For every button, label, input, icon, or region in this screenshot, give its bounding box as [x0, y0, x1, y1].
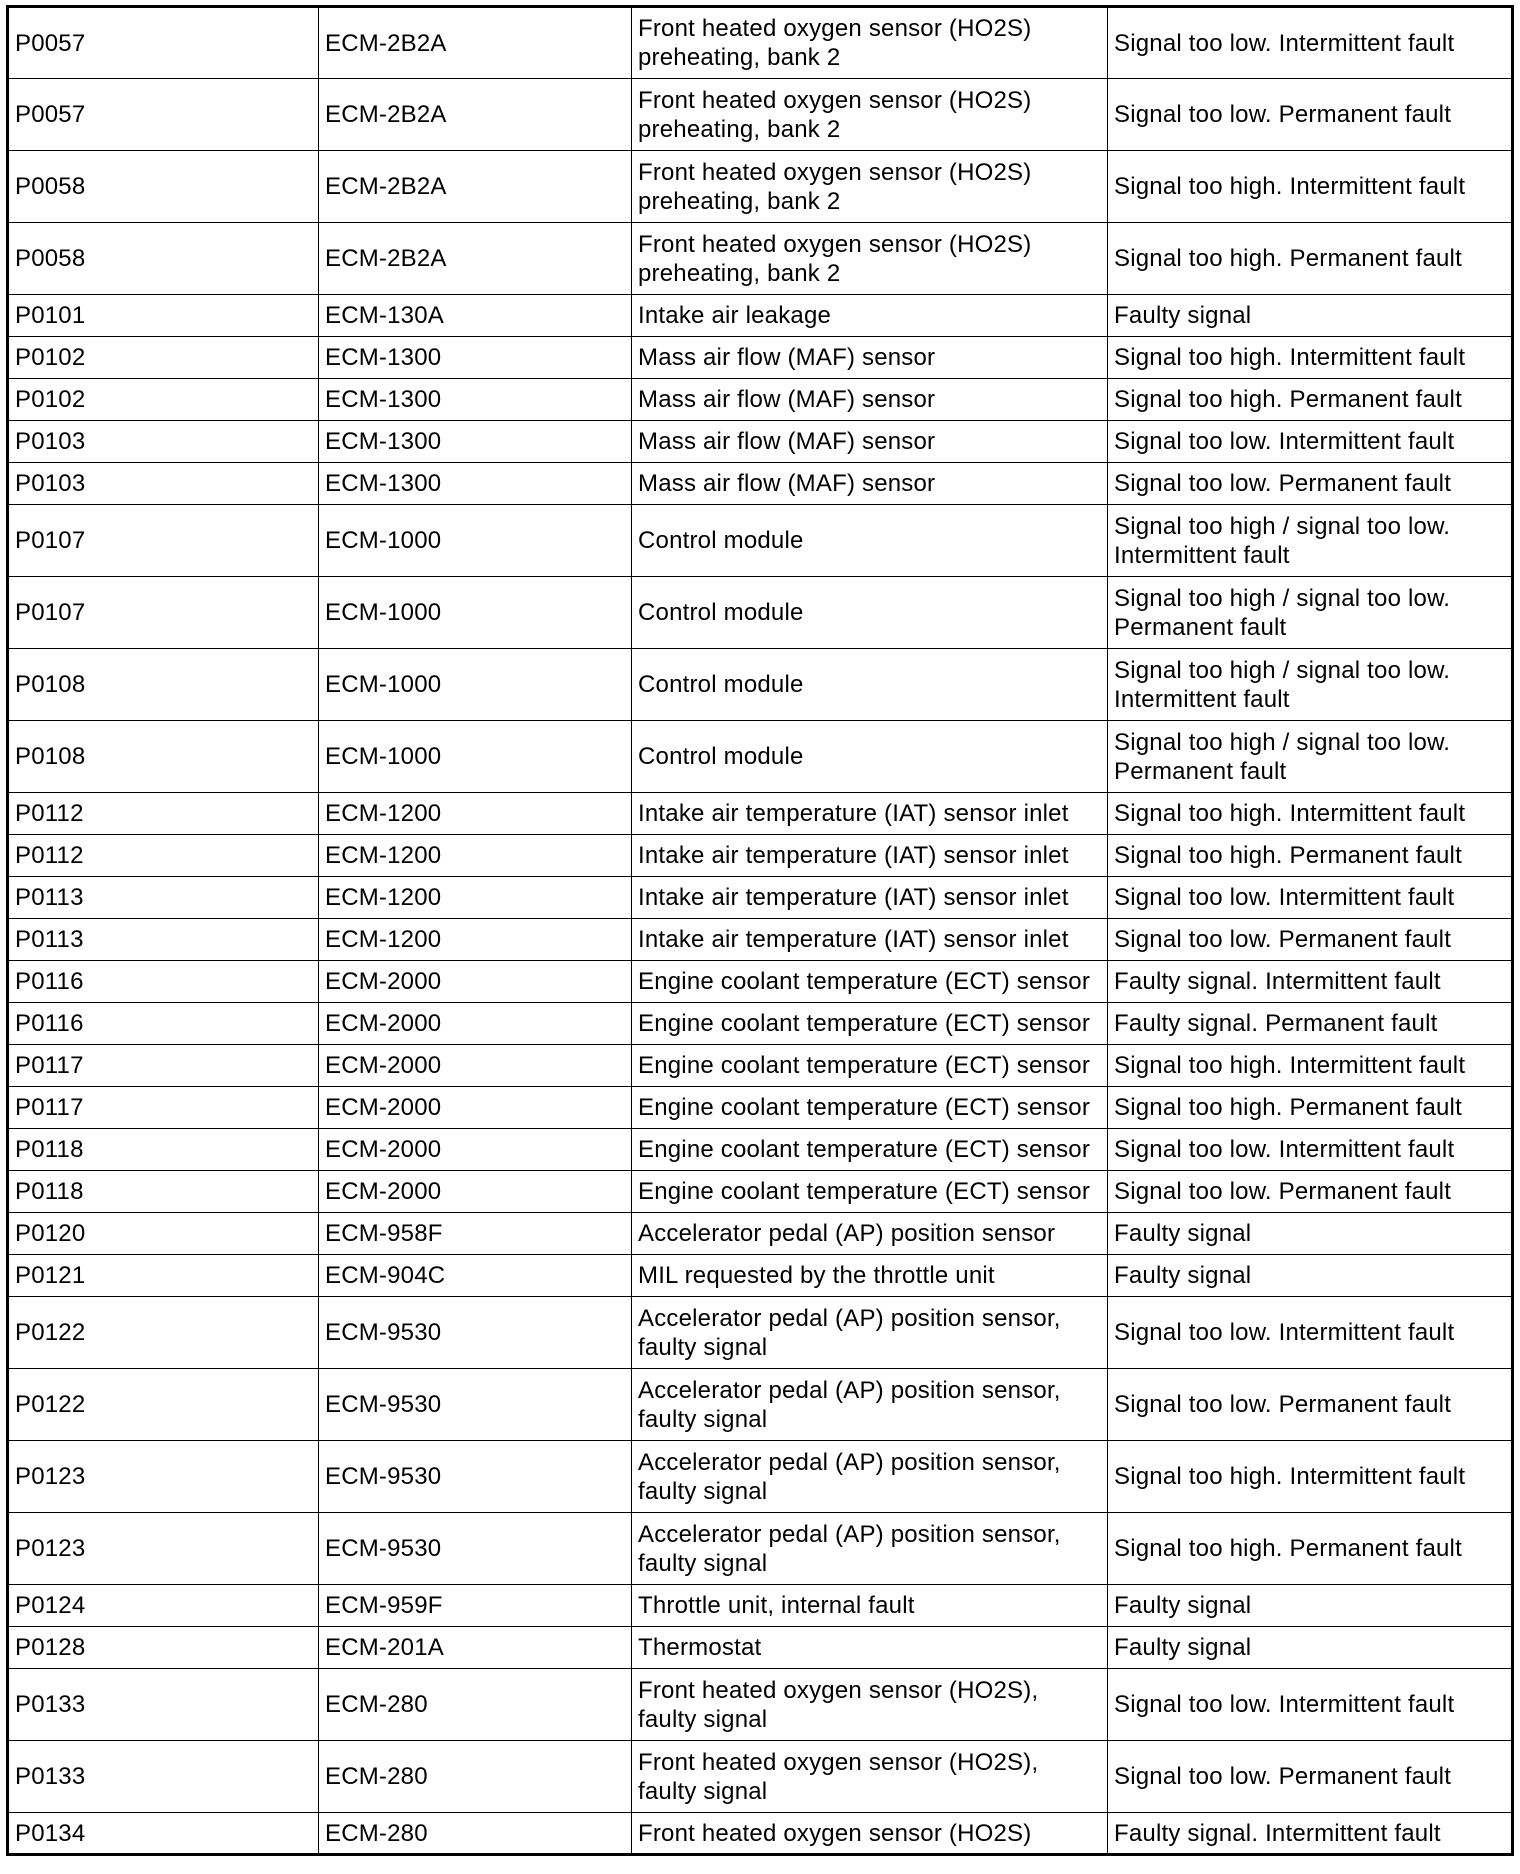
dtc-code-cell: P0058: [8, 223, 319, 295]
table-row: [8, 877, 1513, 919]
table-row: [8, 7, 1513, 79]
component-cell: Front heated oxygen sensor (HO2S) preheating, bank 2: [632, 7, 1108, 79]
component-cell: Control module: [632, 577, 1108, 649]
dtc-code-cell: P0107: [8, 505, 319, 577]
table-row: [8, 961, 1513, 1003]
table-row: [8, 379, 1513, 421]
ecm-code-cell: ECM-1000: [319, 649, 632, 721]
component-cell: Engine coolant temperature (ECT) sensor: [632, 1087, 1108, 1129]
fault-type-cell: Signal too high. Intermittent fault: [1108, 337, 1513, 379]
ecm-code-cell: ECM-1300: [319, 379, 632, 421]
fault-type-cell: Signal too high. Permanent fault: [1108, 223, 1513, 295]
fault-type-cell: Faulty signal: [1108, 1213, 1513, 1255]
component-cell: Control module: [632, 505, 1108, 577]
component-cell: Front heated oxygen sensor (HO2S) preheating, bank 2: [632, 151, 1108, 223]
dtc-code-cell: P0107: [8, 577, 319, 649]
dtc-table: [6, 5, 1514, 1856]
component-cell: Control module: [632, 649, 1108, 721]
component-cell: Intake air temperature (IAT) sensor inlet: [632, 793, 1108, 835]
table-row: [8, 835, 1513, 877]
dtc-code-cell: P0122: [8, 1369, 319, 1441]
ecm-code-cell: ECM-1300: [319, 421, 632, 463]
fault-type-cell: Signal too high. Permanent fault: [1108, 835, 1513, 877]
dtc-code-cell: P0117: [8, 1087, 319, 1129]
table-row: [8, 223, 1513, 295]
table-row: [8, 295, 1513, 337]
component-cell: Throttle unit, internal fault: [632, 1585, 1108, 1627]
dtc-code-cell: P0128: [8, 1627, 319, 1669]
component-cell: Front heated oxygen sensor (HO2S): [632, 1813, 1108, 1855]
table-row: [8, 421, 1513, 463]
table-row: [8, 577, 1513, 649]
ecm-code-cell: ECM-1300: [319, 337, 632, 379]
component-cell: Intake air leakage: [632, 295, 1108, 337]
component-cell: Intake air temperature (IAT) sensor inlet: [632, 877, 1108, 919]
dtc-code-cell: P0058: [8, 151, 319, 223]
dtc-code-cell: P0134: [8, 1813, 319, 1855]
table-row: [8, 505, 1513, 577]
dtc-code-cell: P0102: [8, 337, 319, 379]
table-row: [8, 649, 1513, 721]
ecm-code-cell: ECM-9530: [319, 1369, 632, 1441]
table-row: [8, 919, 1513, 961]
table-row: [8, 1441, 1513, 1513]
fault-type-cell: Signal too low. Intermittent fault: [1108, 1129, 1513, 1171]
dtc-code-cell: P0057: [8, 79, 319, 151]
fault-type-cell: Faulty signal: [1108, 1627, 1513, 1669]
dtc-code-cell: P0120: [8, 1213, 319, 1255]
component-cell: Engine coolant temperature (ECT) sensor: [632, 1003, 1108, 1045]
component-cell: Engine coolant temperature (ECT) sensor: [632, 961, 1108, 1003]
dtc-code-cell: P0123: [8, 1513, 319, 1585]
ecm-code-cell: ECM-1000: [319, 505, 632, 577]
table-row: [8, 1213, 1513, 1255]
dtc-code-cell: P0103: [8, 421, 319, 463]
fault-type-cell: Signal too low. Permanent fault: [1108, 463, 1513, 505]
dtc-code-cell: P0101: [8, 295, 319, 337]
dtc-code-cell: P0122: [8, 1297, 319, 1369]
component-cell: Engine coolant temperature (ECT) sensor: [632, 1171, 1108, 1213]
table-row: [8, 151, 1513, 223]
component-cell: Intake air temperature (IAT) sensor inlet: [632, 835, 1108, 877]
ecm-code-cell: ECM-1200: [319, 835, 632, 877]
ecm-code-cell: ECM-201A: [319, 1627, 632, 1669]
ecm-code-cell: ECM-2000: [319, 1003, 632, 1045]
component-cell: Accelerator pedal (AP) position sensor: [632, 1213, 1108, 1255]
ecm-code-cell: ECM-1000: [319, 721, 632, 793]
dtc-code-cell: P0118: [8, 1171, 319, 1213]
component-cell: Front heated oxygen sensor (HO2S) preheating, bank 2: [632, 223, 1108, 295]
fault-type-cell: Signal too high. Intermittent fault: [1108, 1441, 1513, 1513]
fault-type-cell: Signal too low. Permanent fault: [1108, 1369, 1513, 1441]
ecm-code-cell: ECM-9530: [319, 1441, 632, 1513]
fault-type-cell: Faulty signal: [1108, 1255, 1513, 1297]
fault-type-cell: Signal too low. Permanent fault: [1108, 79, 1513, 151]
table-row: [8, 1129, 1513, 1171]
fault-type-cell: Signal too high. Intermittent fault: [1108, 1045, 1513, 1087]
dtc-code-cell: P0121: [8, 1255, 319, 1297]
dtc-code-cell: P0103: [8, 463, 319, 505]
fault-type-cell: Signal too low. Intermittent fault: [1108, 1297, 1513, 1369]
fault-type-cell: Signal too high / signal too low. Permanent fault: [1108, 721, 1513, 793]
component-cell: Mass air flow (MAF) sensor: [632, 337, 1108, 379]
ecm-code-cell: ECM-1200: [319, 877, 632, 919]
ecm-code-cell: ECM-1000: [319, 577, 632, 649]
fault-type-cell: Faulty signal. Intermittent fault: [1108, 961, 1513, 1003]
dtc-code-cell: P0116: [8, 961, 319, 1003]
ecm-code-cell: ECM-280: [319, 1741, 632, 1813]
dtc-code-cell: P0102: [8, 379, 319, 421]
component-cell: Accelerator pedal (AP) position sensor, faulty signal: [632, 1297, 1108, 1369]
fault-type-cell: Faulty signal. Permanent fault: [1108, 1003, 1513, 1045]
table-row: [8, 1003, 1513, 1045]
dtc-code-cell: P0112: [8, 793, 319, 835]
ecm-code-cell: ECM-2B2A: [319, 223, 632, 295]
dtc-code-cell: P0123: [8, 1441, 319, 1513]
fault-type-cell: Faulty signal. Intermittent fault: [1108, 1813, 1513, 1855]
table-row: [8, 1513, 1513, 1585]
fault-type-cell: Signal too low. Permanent fault: [1108, 1741, 1513, 1813]
ecm-code-cell: ECM-2000: [319, 1129, 632, 1171]
component-cell: Mass air flow (MAF) sensor: [632, 421, 1108, 463]
component-cell: Accelerator pedal (AP) position sensor, faulty signal: [632, 1441, 1108, 1513]
ecm-code-cell: ECM-2B2A: [319, 79, 632, 151]
ecm-code-cell: ECM-959F: [319, 1585, 632, 1627]
table-row: [8, 1087, 1513, 1129]
dtc-code-cell: P0113: [8, 877, 319, 919]
component-cell: Mass air flow (MAF) sensor: [632, 379, 1108, 421]
fault-type-cell: Faulty signal: [1108, 295, 1513, 337]
fault-type-cell: Signal too low. Permanent fault: [1108, 919, 1513, 961]
ecm-code-cell: ECM-2000: [319, 1045, 632, 1087]
component-cell: Control module: [632, 721, 1108, 793]
ecm-code-cell: ECM-1200: [319, 793, 632, 835]
fault-type-cell: Signal too high. Permanent fault: [1108, 379, 1513, 421]
fault-type-cell: Faulty signal: [1108, 1585, 1513, 1627]
table-row: [8, 1627, 1513, 1669]
ecm-code-cell: ECM-130A: [319, 295, 632, 337]
dtc-code-cell: P0118: [8, 1129, 319, 1171]
component-cell: Mass air flow (MAF) sensor: [632, 463, 1108, 505]
component-cell: Accelerator pedal (AP) position sensor, faulty signal: [632, 1513, 1108, 1585]
table-row: [8, 337, 1513, 379]
table-row: [8, 1741, 1513, 1813]
table-row: [8, 1045, 1513, 1087]
component-cell: MIL requested by the throttle unit: [632, 1255, 1108, 1297]
fault-type-cell: Signal too low. Intermittent fault: [1108, 1669, 1513, 1741]
ecm-code-cell: ECM-904C: [319, 1255, 632, 1297]
ecm-code-cell: ECM-2B2A: [319, 7, 632, 79]
dtc-code-cell: P0117: [8, 1045, 319, 1087]
ecm-code-cell: ECM-2000: [319, 961, 632, 1003]
component-cell: Intake air temperature (IAT) sensor inlet: [632, 919, 1108, 961]
fault-type-cell: Signal too high. Intermittent fault: [1108, 793, 1513, 835]
component-cell: Accelerator pedal (AP) position sensor, faulty signal: [632, 1369, 1108, 1441]
fault-type-cell: Signal too high. Intermittent fault: [1108, 151, 1513, 223]
table-row: [8, 1813, 1513, 1855]
component-cell: Engine coolant temperature (ECT) sensor: [632, 1129, 1108, 1171]
table-row: [8, 79, 1513, 151]
ecm-code-cell: ECM-1300: [319, 463, 632, 505]
fault-type-cell: Signal too low. Intermittent fault: [1108, 877, 1513, 919]
dtc-code-cell: P0133: [8, 1669, 319, 1741]
ecm-code-cell: ECM-1200: [319, 919, 632, 961]
dtc-code-cell: P0133: [8, 1741, 319, 1813]
dtc-code-cell: P0113: [8, 919, 319, 961]
table-row: [8, 1669, 1513, 1741]
table-row: [8, 1369, 1513, 1441]
fault-type-cell: Signal too high / signal too low. Intermittent fault: [1108, 505, 1513, 577]
dtc-code-cell: P0112: [8, 835, 319, 877]
ecm-code-cell: ECM-280: [319, 1813, 632, 1855]
ecm-code-cell: ECM-2000: [319, 1087, 632, 1129]
component-cell: Front heated oxygen sensor (HO2S), faulty signal: [632, 1669, 1108, 1741]
table-row: [8, 721, 1513, 793]
ecm-code-cell: ECM-2000: [319, 1171, 632, 1213]
fault-type-cell: Signal too high. Permanent fault: [1108, 1087, 1513, 1129]
fault-type-cell: Signal too high / signal too low. Permanent fault: [1108, 577, 1513, 649]
dtc-table-body: [8, 7, 1513, 1855]
ecm-code-cell: ECM-9530: [319, 1297, 632, 1369]
ecm-code-cell: ECM-2B2A: [319, 151, 632, 223]
dtc-code-cell: P0057: [8, 7, 319, 79]
table-row: [8, 793, 1513, 835]
ecm-code-cell: ECM-958F: [319, 1213, 632, 1255]
fault-type-cell: Signal too low. Intermittent fault: [1108, 7, 1513, 79]
dtc-code-cell: P0108: [8, 649, 319, 721]
table-row: [8, 1255, 1513, 1297]
component-cell: Thermostat: [632, 1627, 1108, 1669]
dtc-code-cell: P0116: [8, 1003, 319, 1045]
component-cell: Front heated oxygen sensor (HO2S) preheating, bank 2: [632, 79, 1108, 151]
fault-type-cell: Signal too low. Permanent fault: [1108, 1171, 1513, 1213]
fault-type-cell: Signal too high / signal too low. Intermittent fault: [1108, 649, 1513, 721]
table-row: [8, 1585, 1513, 1627]
fault-type-cell: Signal too low. Intermittent fault: [1108, 421, 1513, 463]
table-row: [8, 1297, 1513, 1369]
fault-type-cell: Signal too high. Permanent fault: [1108, 1513, 1513, 1585]
dtc-code-cell: P0108: [8, 721, 319, 793]
table-row: [8, 1171, 1513, 1213]
component-cell: Front heated oxygen sensor (HO2S), faulty signal: [632, 1741, 1108, 1813]
table-row: [8, 463, 1513, 505]
dtc-code-cell: P0124: [8, 1585, 319, 1627]
component-cell: Engine coolant temperature (ECT) sensor: [632, 1045, 1108, 1087]
ecm-code-cell: ECM-280: [319, 1669, 632, 1741]
ecm-code-cell: ECM-9530: [319, 1513, 632, 1585]
